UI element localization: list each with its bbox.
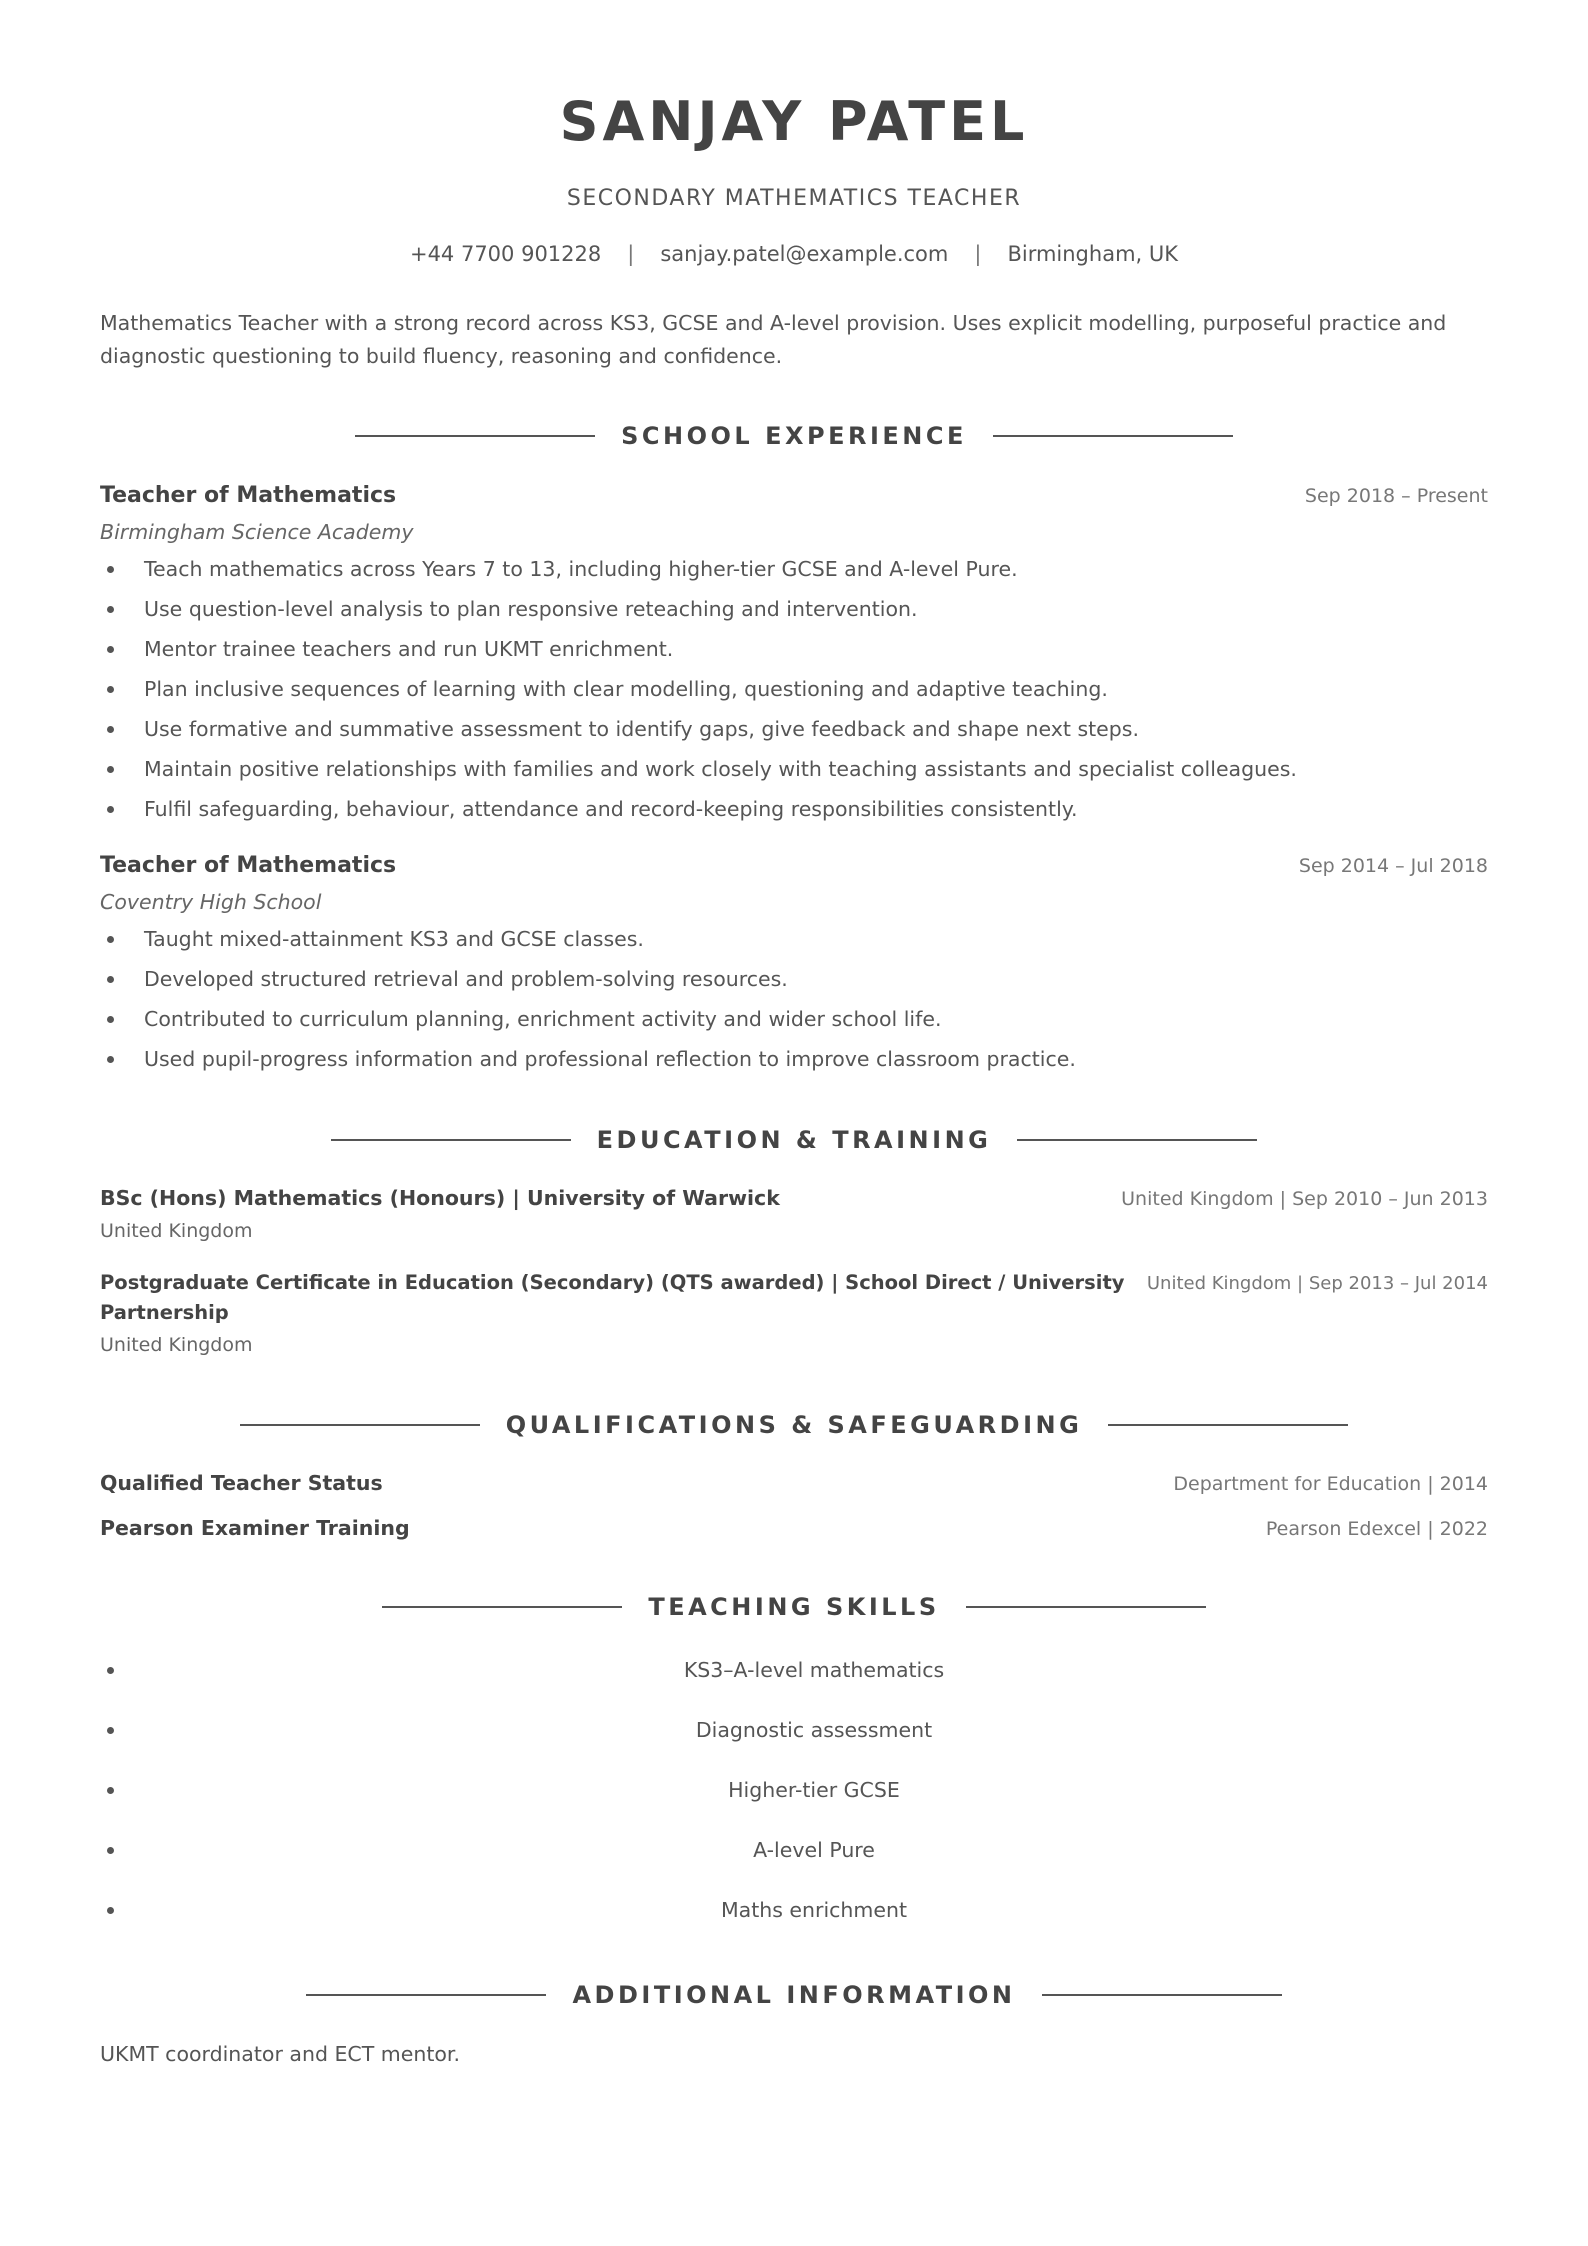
skill-text: KS3–A-level mathematics xyxy=(683,1658,945,1682)
qualification-title: Pearson Examiner Training xyxy=(100,1516,410,1540)
bullet-text: Used pupil-progress information and professional reflection to improve classroom practice. xyxy=(144,1047,1076,1071)
contact-separator: | xyxy=(974,242,982,266)
heading-rule xyxy=(1017,1139,1257,1141)
education-entry-location: United Kingdom xyxy=(100,1220,253,1242)
heading-rule xyxy=(306,1994,546,1996)
section-label: TEACHING SKILLS xyxy=(648,1593,940,1621)
qualification-meta: Department for Education | 2014 xyxy=(1173,1473,1488,1495)
contact-location: Birmingham, UK xyxy=(1007,242,1179,266)
skill-text: Maths enrichment xyxy=(720,1898,908,1922)
candidate-name: SANJAY PATEL xyxy=(559,90,1029,153)
bullet-icon xyxy=(107,1907,114,1914)
education-entry-title: BSc (Hons) Mathematics (Honours) | University of Warwick xyxy=(100,1186,780,1210)
bullet-icon xyxy=(107,1787,114,1794)
section-label: QUALIFICATIONS & SAFEGUARDING xyxy=(505,1411,1083,1439)
education-entry-location: United Kingdom xyxy=(100,1334,253,1356)
heading-rule xyxy=(966,1606,1206,1608)
heading-rule xyxy=(1042,1994,1282,1996)
heading-rule xyxy=(1108,1424,1348,1426)
bullet-icon xyxy=(107,1727,114,1734)
bullet-text: Taught mixed-attainment KS3 and GCSE classes. xyxy=(144,927,644,951)
heading-rule xyxy=(331,1139,571,1141)
job-entry-title: Teacher of Mathematics xyxy=(100,483,397,508)
bullet-text: Maintain positive relationships with families and work closely with teaching assistants and specialist colleagues. xyxy=(144,757,1297,781)
bullet-text: Contributed to curriculum planning, enrichment activity and wider school life. xyxy=(144,1007,942,1031)
job-entry xyxy=(100,479,1488,829)
bullet-text: Teach mathematics across Years 7 to 13, including higher-tier GCSE and A-level Pure. xyxy=(144,557,1018,581)
section-heading-education xyxy=(100,1123,1488,1157)
bullet-icon xyxy=(107,726,114,733)
education-entry-meta: United Kingdom | Sep 2010 – Jun 2013 xyxy=(1121,1188,1488,1210)
job-entry-bullets xyxy=(100,919,1488,1079)
contact-separator: | xyxy=(627,242,635,266)
list-item xyxy=(100,1880,1488,1940)
bullet-text: Plan inclusive sequences of learning with clear modelling, questioning and adaptive teaching. xyxy=(144,677,1108,701)
bullet-icon xyxy=(107,686,114,693)
bullet-icon xyxy=(107,566,114,573)
bullet-icon xyxy=(107,806,114,813)
job-entry xyxy=(100,849,1488,1079)
bullet-text: Use question-level analysis to plan responsive reteaching and intervention. xyxy=(144,597,918,621)
job-entry-dates: Sep 2014 – Jul 2018 xyxy=(1298,855,1488,877)
skill-text: Diagnostic assessment xyxy=(695,1718,933,1742)
heading-rule xyxy=(382,1606,622,1608)
list-item xyxy=(100,959,1488,999)
heading-rule xyxy=(993,435,1233,437)
heading-rule xyxy=(240,1424,480,1426)
list-item xyxy=(100,709,1488,749)
job-entry-employer: Birmingham Science Academy xyxy=(100,520,414,544)
section-label: EDUCATION & TRAINING xyxy=(596,1126,992,1154)
list-item xyxy=(100,549,1488,589)
bullet-icon xyxy=(107,976,114,983)
qualification-title: Qualified Teacher Status xyxy=(100,1471,383,1495)
bullet-icon xyxy=(107,646,114,653)
section-label: ADDITIONAL INFORMATION xyxy=(572,1981,1016,2009)
job-entry-employer: Coventry High School xyxy=(100,890,322,914)
qualification-entry xyxy=(100,1468,1488,1499)
contact-phone: +44 7700 901228 xyxy=(409,242,602,266)
qualification-entry xyxy=(100,1513,1488,1544)
bullet-icon xyxy=(107,1847,114,1854)
bullet-icon xyxy=(107,1016,114,1023)
list-item xyxy=(100,919,1488,959)
section-heading-additional xyxy=(100,1978,1488,2012)
list-item xyxy=(100,1700,1488,1760)
section-heading-skills xyxy=(100,1590,1488,1624)
education-entry xyxy=(100,1268,1488,1360)
bullet-icon xyxy=(107,606,114,613)
bullet-text: Developed structured retrieval and problem-solving resources. xyxy=(144,967,788,991)
list-item xyxy=(100,629,1488,669)
contact-line xyxy=(100,239,1488,269)
bullet-text: Fulfil safeguarding, behaviour, attendance and record-keeping responsibilities consistently. xyxy=(144,797,1078,821)
education-entry xyxy=(100,1183,1488,1246)
list-item xyxy=(100,789,1488,829)
list-item xyxy=(100,1039,1488,1079)
list-item xyxy=(100,1640,1488,1700)
skills-list xyxy=(100,1640,1488,1940)
heading-rule xyxy=(355,435,595,437)
section-heading-experience xyxy=(100,419,1488,453)
contact-email: sanjay.patel@example.com xyxy=(660,242,949,266)
job-entry-bullets xyxy=(100,549,1488,829)
bullet-icon xyxy=(107,936,114,943)
bullet-icon xyxy=(107,1667,114,1674)
job-entry-title: Teacher of Mathematics xyxy=(100,853,397,878)
skill-text: A-level Pure xyxy=(753,1838,875,1862)
job-title: SECONDARY MATHEMATICS TEACHER xyxy=(566,186,1022,211)
bullet-text: Use formative and summative assessment to identify gaps, give feedback and shape next steps. xyxy=(144,717,1139,741)
list-item xyxy=(100,749,1488,789)
list-item xyxy=(100,669,1488,709)
list-item xyxy=(100,1760,1488,1820)
education-entry-title: Postgraduate Certificate in Education (Secondary) (QTS awarded) | School Direct / University Partnership xyxy=(100,1271,1125,1324)
bullet-icon xyxy=(107,766,114,773)
section-label: SCHOOL EXPERIENCE xyxy=(621,422,967,450)
section-heading-qualifications xyxy=(100,1408,1488,1442)
bullet-text: Mentor trainee teachers and run UKMT enrichment. xyxy=(144,637,674,661)
list-item xyxy=(100,589,1488,629)
profile-summary: Mathematics Teacher with a strong record across KS3, GCSE and A-level provision. Uses explicit modelling, purposeful practice and diagnostic questioning to build fluency, reasoning and confidence. xyxy=(100,311,1447,368)
bullet-icon xyxy=(107,1056,114,1063)
list-item xyxy=(100,999,1488,1039)
education-entry-meta: United Kingdom | Sep 2013 – Jul 2014 xyxy=(1146,1273,1488,1294)
list-item xyxy=(100,1820,1488,1880)
additional-info: UKMT coordinator and ECT mentor. xyxy=(100,2042,460,2066)
qualification-meta: Pearson Edexcel | 2022 xyxy=(1265,1518,1488,1540)
job-entry-dates: Sep 2018 – Present xyxy=(1304,485,1488,507)
skill-text: Higher-tier GCSE xyxy=(728,1778,900,1802)
